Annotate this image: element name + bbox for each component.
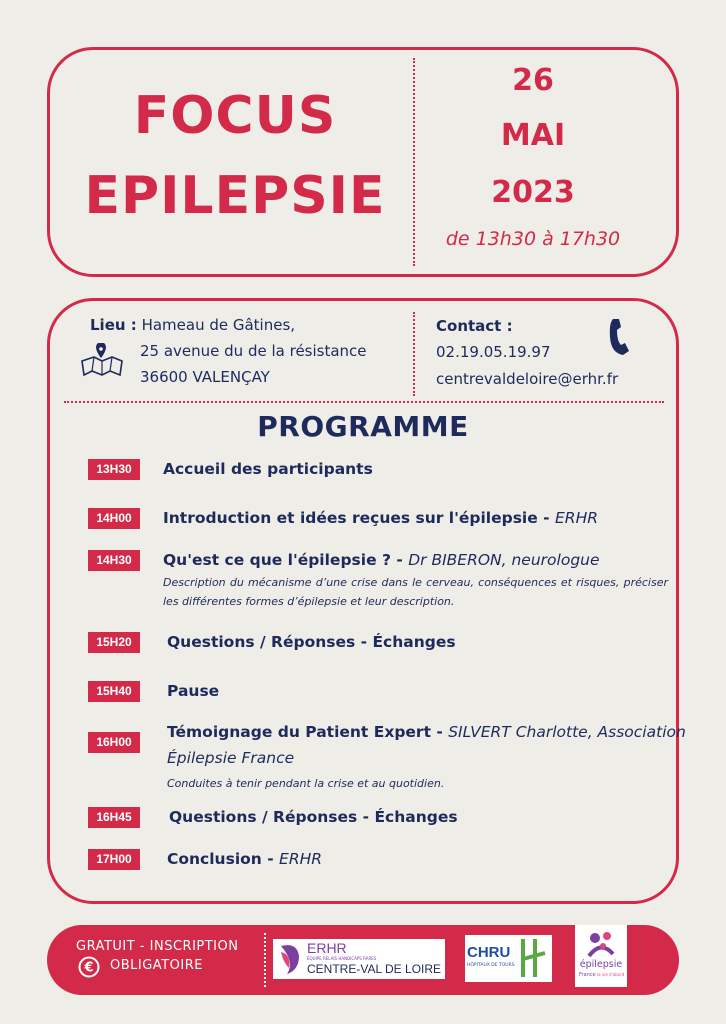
erhr-logo-small: ÉQUIPE RELAIS HANDICAPS RARES — [307, 956, 377, 961]
erhr-logo-region: CENTRE-VAL DE LOIRE — [307, 962, 442, 976]
location-line-1 — [90, 312, 295, 338]
item-speaker: ERHR — [555, 509, 598, 527]
item-description: Conduites à tenir pendant la crise et au quotidien. — [167, 777, 445, 790]
date-year: 2023 — [491, 175, 575, 210]
item-speaker: SILVERT Charlotte, Association — [448, 723, 686, 741]
title-line-2: EPILEPSIE — [84, 166, 386, 226]
footer-divider — [264, 933, 266, 987]
erhr-logo-mark — [277, 942, 303, 976]
contact-email[interactable]: centrevaldeloire@erhr.fr — [436, 370, 619, 388]
time-badge: 15H20 — [88, 632, 140, 653]
date-month: MAI — [500, 118, 566, 153]
time-badge: 17H00 — [88, 849, 140, 870]
time-badge: 13H30 — [88, 459, 140, 480]
info-divider — [413, 312, 415, 396]
header-divider — [413, 58, 415, 266]
item-title-continued: Épilepsie France — [167, 749, 295, 767]
location-line-3: 36600 VALENÇAY — [140, 368, 270, 386]
date-day: 26 — [512, 63, 554, 98]
epilepsie-france-logo — [575, 925, 627, 987]
time-range: de 13h30 à 17h30 — [445, 228, 621, 250]
item-description: Description du mécanisme d’une crise dans le cerveau, conséquences et risques, préciser les différentes formes d’épilepsie et leur description. — [163, 576, 668, 608]
item-speaker: Dr BIBERON, neurologue — [408, 551, 600, 569]
item-title: Pause — [167, 682, 220, 700]
epilepsie-logo-small: France — [579, 972, 596, 978]
erhr-logo — [273, 939, 445, 979]
time-badge: 15H40 — [88, 681, 140, 702]
item-title: Questions / Réponses - Échanges — [167, 633, 456, 651]
epilepsie-logo-text: épilepsie — [579, 959, 623, 970]
programme-title: PROGRAMME — [257, 410, 469, 443]
svg-text:€: € — [84, 960, 94, 976]
location-name: Hameau de Gâtines, — [141, 316, 296, 334]
erhr-logo-title: ERHR — [307, 940, 347, 956]
item-title: Qu'est ce que l'épilepsie ? - Dr BIBERON, neurologue — [163, 551, 600, 569]
item-title: Conclusion - ERHR — [167, 850, 323, 868]
footer-line-2: OBLIGATOIRE — [110, 958, 203, 973]
time-badge: 16H00 — [88, 732, 140, 753]
item-title: Questions / Réponses - Échanges — [169, 808, 458, 826]
item-title: Accueil des participants — [163, 460, 373, 478]
epilepsie-france-logo-mark — [585, 928, 617, 960]
info-separator — [64, 401, 664, 403]
euro-icon — [78, 956, 100, 978]
time-badge: 14H00 — [88, 508, 140, 529]
phone-icon — [607, 317, 631, 357]
item-title: Introduction et idées reçues sur l'épilepsie - ERHR — [163, 509, 598, 527]
time-badge: 16H45 — [88, 807, 140, 828]
map-pin-icon — [80, 343, 124, 377]
location-line-2: 25 avenue du de la résistance — [140, 342, 367, 360]
item-title: Témoignage du Patient Expert - SILVERT Charlotte, Association — [167, 723, 686, 741]
chru-logo-small: HÔPITAUX DE TOURS — [467, 963, 515, 968]
footer-line-1: GRATUIT - INSCRIPTION — [76, 939, 239, 954]
contact-label: Contact : — [436, 317, 513, 335]
item-speaker: ERHR — [279, 850, 323, 868]
chru-logo-mark — [515, 937, 549, 980]
contact-phone[interactable]: 02.19.05.19.97 — [436, 343, 551, 361]
epilepsie-logo-tagline: la vie d'abord — [597, 972, 625, 977]
chru-logo-text: CHRU — [467, 944, 511, 961]
title-line-1: FOCUS — [133, 86, 337, 146]
location-label: Lieu : — [90, 316, 137, 334]
time-badge: 14H30 — [88, 550, 140, 571]
chru-logo — [465, 935, 552, 982]
